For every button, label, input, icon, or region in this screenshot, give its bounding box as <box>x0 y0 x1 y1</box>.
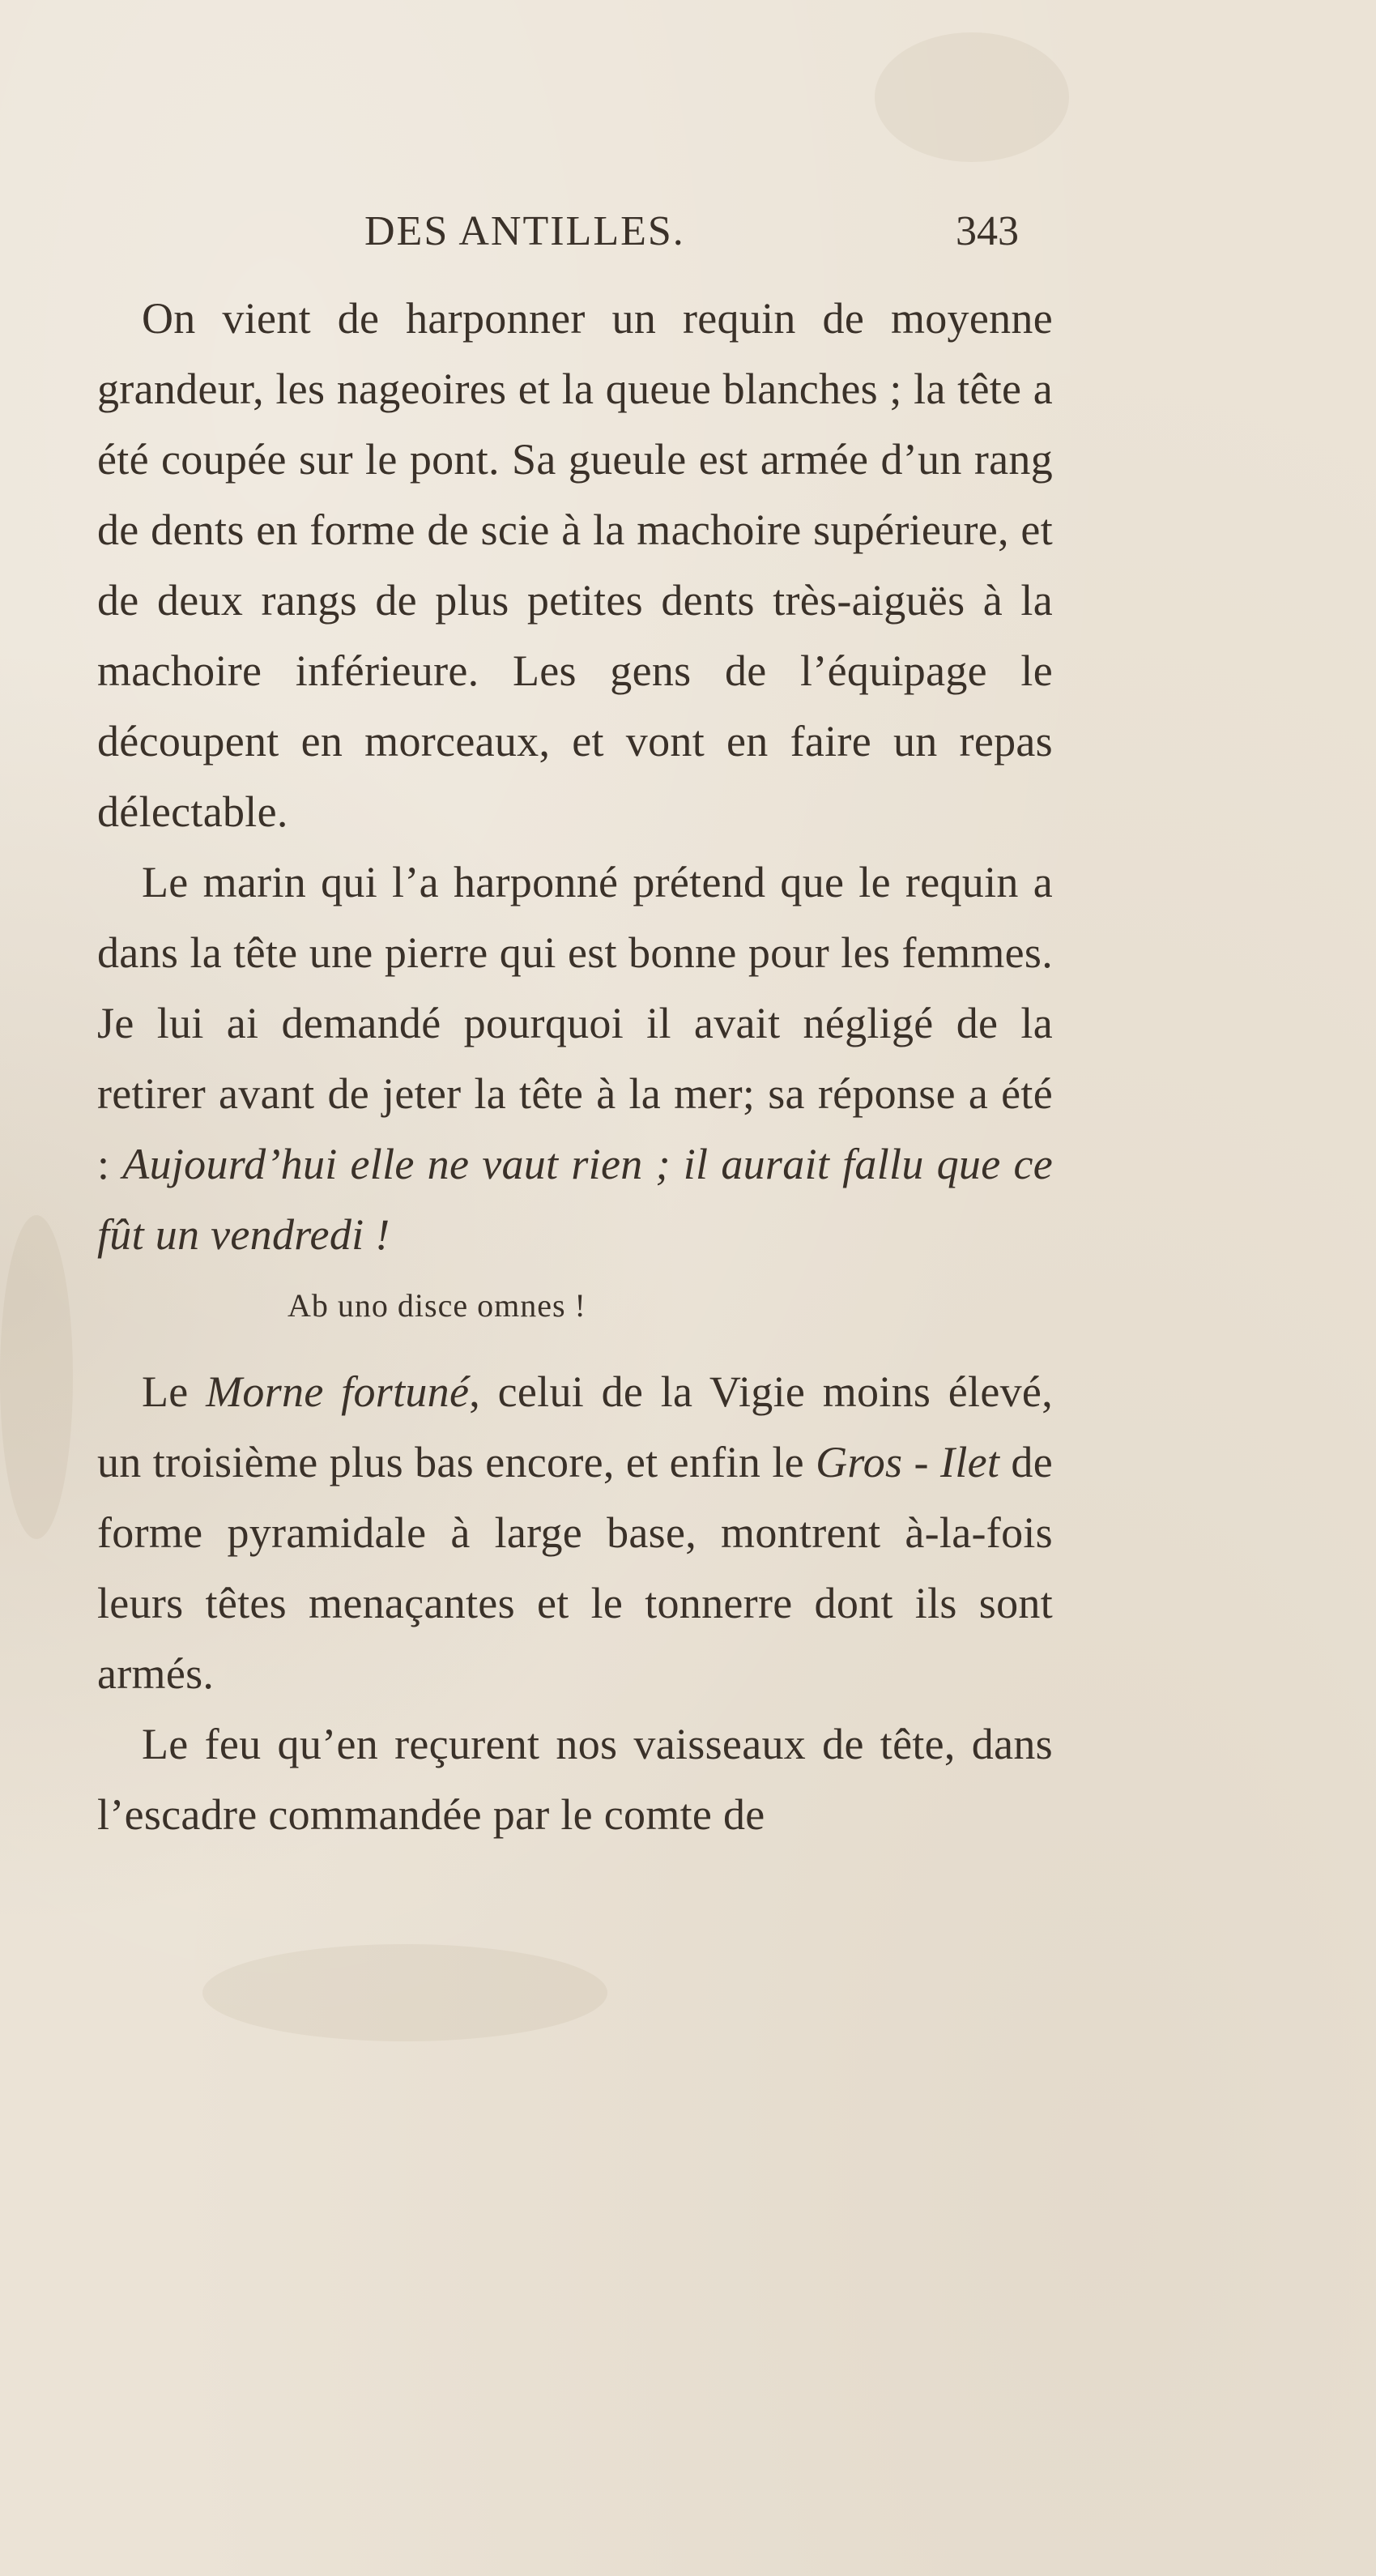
paragraph-text: Le <box>142 1367 207 1416</box>
paragraph-text: Le marin qui l’a harponné prétend que le requin a dans la tête une pierre qui est bonne pour les femmes. Je lui ai demandé pourquoi il avait négligé de la retirer avant de jeter la tête à la mer; sa réponse a été : <box>97 858 1053 1188</box>
paragraph-text: , celui de la Vigie moins élevé, un troisième plus bas encore, et enfin le <box>97 1367 1053 1486</box>
book-page <box>97 203 1053 1839</box>
page-number: 343 <box>956 208 1019 254</box>
paragraph <box>97 847 1053 1270</box>
paragraph-text: On vient de harponner un requin de moyenne grandeur, les nageoires et la queue blanches ; la tête a été coupée sur le pont. Sa gueule est armée d’un rang de dents en forme de scie à la machoire supérieure, et de deux rangs de plus petites dents très-aiguës à la machoire inférieure. Les gens de l’équipage le découpent en morceaux, et vont en faire un repas délectable. <box>97 294 1053 836</box>
paper-stain <box>0 1215 73 1539</box>
running-head <box>97 203 1053 267</box>
paragraph-text: Le feu qu’en reçurent nos vaisseaux de tête, dans l’escadre commandée par le comte de <box>97 1720 1053 1839</box>
paragraph-italic-text: Morne fortuné <box>206 1367 470 1416</box>
paper-stain <box>875 32 1069 162</box>
paragraph <box>97 1357 1053 1709</box>
paragraph-italic-text: Gros - Ilet <box>816 1438 1000 1486</box>
paragraph-text: de forme pyramidale à large base, montrent à-la-fois leurs têtes menaçantes et le tonnerre dont ils sont armés. <box>97 1438 1053 1698</box>
running-title: DES ANTILLES. <box>364 208 685 254</box>
paragraph <box>97 284 1053 847</box>
paper-stain <box>202 1944 607 2041</box>
body-text <box>97 284 1053 1850</box>
paragraph-italic-text: Aujourd’hui elle ne vaut rien ; il aurait fallu que ce fût un vendredi ! <box>97 1140 1053 1259</box>
latin-motto: Ab uno disce omnes ! <box>288 1287 586 1324</box>
paragraph <box>97 1709 1053 1850</box>
